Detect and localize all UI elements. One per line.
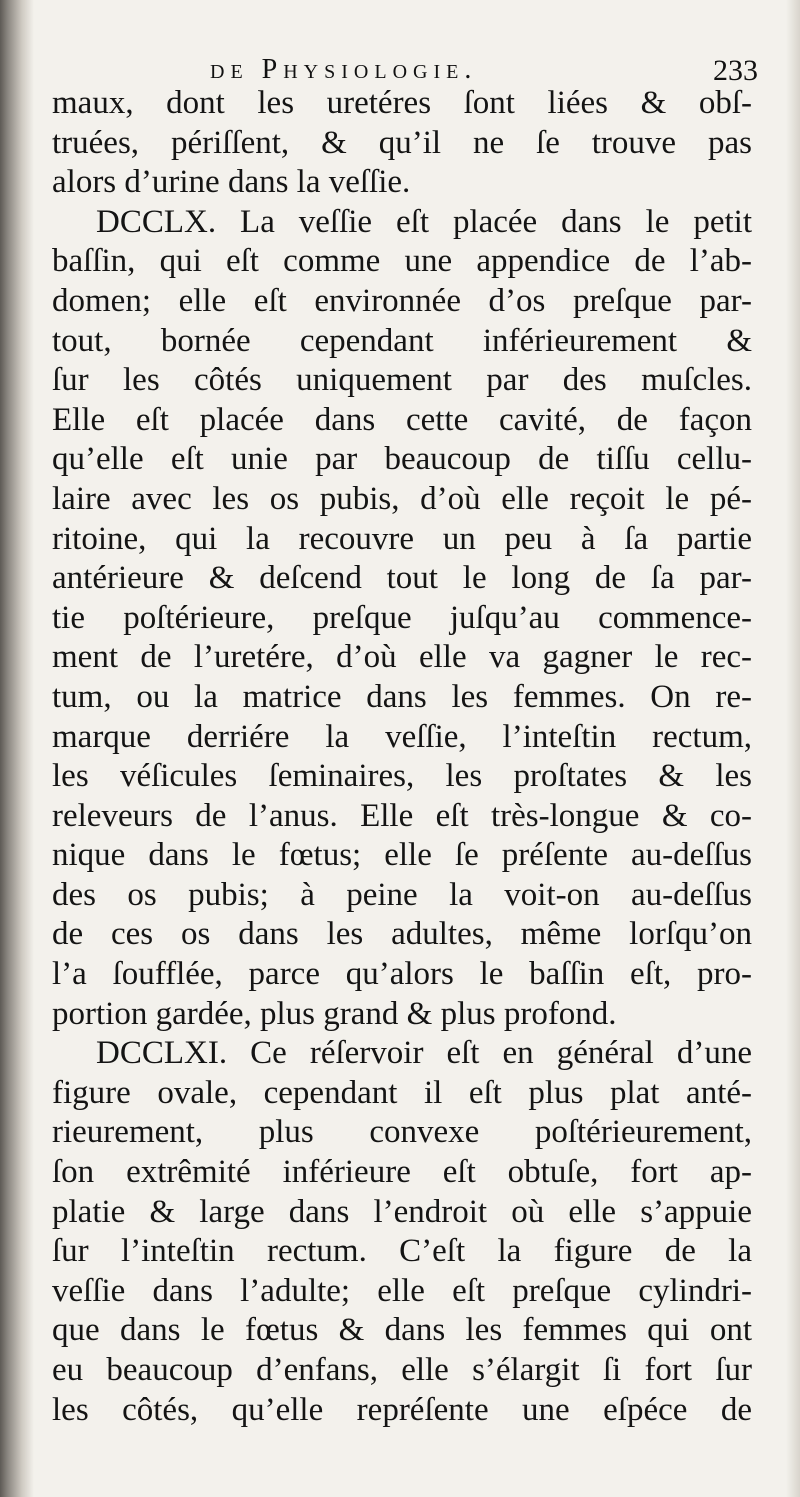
text-line: truées, périſſent, & qu’il ne ſe trouve pas <box>52 124 752 161</box>
text-line: ment de l’uretére, d’où elle va gagner le rec- <box>52 639 752 676</box>
text-line: rieurement, plus convexe poſtérieurement, <box>52 1114 752 1151</box>
page-number: 233 <box>713 54 758 87</box>
text-line: tout, bornée cependant inférieurement & <box>52 322 752 359</box>
text-line: les véſicules ſeminaires, les proſtates & les <box>52 758 752 795</box>
text-line: maux, dont les uretéres ſont liées & obſ- <box>52 85 752 121</box>
text-line: tum, ou la matrice dans les femmes. On re- <box>52 678 752 715</box>
text-line: portion gardée, plus grand & plus profond. <box>52 995 617 1032</box>
text-line: tie poſtérieure, preſque juſqu’au commence- <box>52 599 752 636</box>
text-line: domen; elle eſt environnée d’os preſque par- <box>52 282 752 319</box>
text-line: que dans le fœtus & dans les femmes qui ont <box>52 1312 752 1349</box>
text-line: figure ovale, cependant il eſt plus plat anté- <box>52 1074 752 1111</box>
text-line: ritoine, qui la recouvre un peu à ſa partie <box>52 520 752 557</box>
text-line: qu’elle eſt unie par beaucoup de tiſſu cellu- <box>52 441 752 478</box>
text-line: platie & large dans l’endroit où elle s’appuie <box>52 1193 752 1230</box>
text-line: eu beaucoup d’enfans, elle s’élargit ſi fort ſur <box>52 1352 752 1388</box>
text-line: les côtés, qu’elle repréſente une eſpéce de <box>52 1391 752 1428</box>
text-line: DCCLXI. Ce réſervoir eſt en général d’une <box>96 1035 752 1072</box>
text-line: baſſin, qui eſt comme une appendice de l’ab- <box>52 243 752 280</box>
text-line: ſon extrêmité inférieure eſt obtuſe, fort ap- <box>52 1154 752 1191</box>
text-line: antérieure & deſcend tout le long de ſa par- <box>52 560 752 597</box>
text-line: ſur l’inteſtin rectum. C’eſt la figure de la <box>52 1233 752 1270</box>
text-line: de ces os dans les adultes, même lorſqu’on <box>52 916 752 953</box>
text-line: DCCLX. La veſſie eſt placée dans le petit <box>96 203 752 240</box>
text-line: releveurs de l’anus. Elle eſt très-longue & co- <box>52 797 752 834</box>
text-line: laire avec les os pubis, d’où elle reçoit le pé- <box>52 480 752 517</box>
text-line: Elle eſt placée dans cette cavité, de façon <box>52 401 752 438</box>
text-line: ſur les côtés uniquement par des muſcles. <box>52 362 752 399</box>
text-line: l’a ſoufflée, parce qu’alors le baſſin eſt, pro- <box>52 956 752 993</box>
text-line: nique dans le fœtus; elle ſe préſente au-deſſus <box>52 837 752 874</box>
binding-gutter-shadow <box>0 0 34 1497</box>
page-edge-shadow <box>786 0 800 1497</box>
running-head-title: de Physiologie. <box>210 54 478 85</box>
text-line: alors d’urine dans la veſſie. <box>52 164 411 201</box>
body-text <box>52 84 752 1430</box>
text-line: marque derriére la veſſie, l’inteſtin rectum, <box>52 718 752 755</box>
text-line: des os pubis; à peine la voit-on au-deſſus <box>52 876 752 913</box>
text-line: veſſie dans l’adulte; elle eſt preſque cylindri- <box>52 1272 752 1309</box>
